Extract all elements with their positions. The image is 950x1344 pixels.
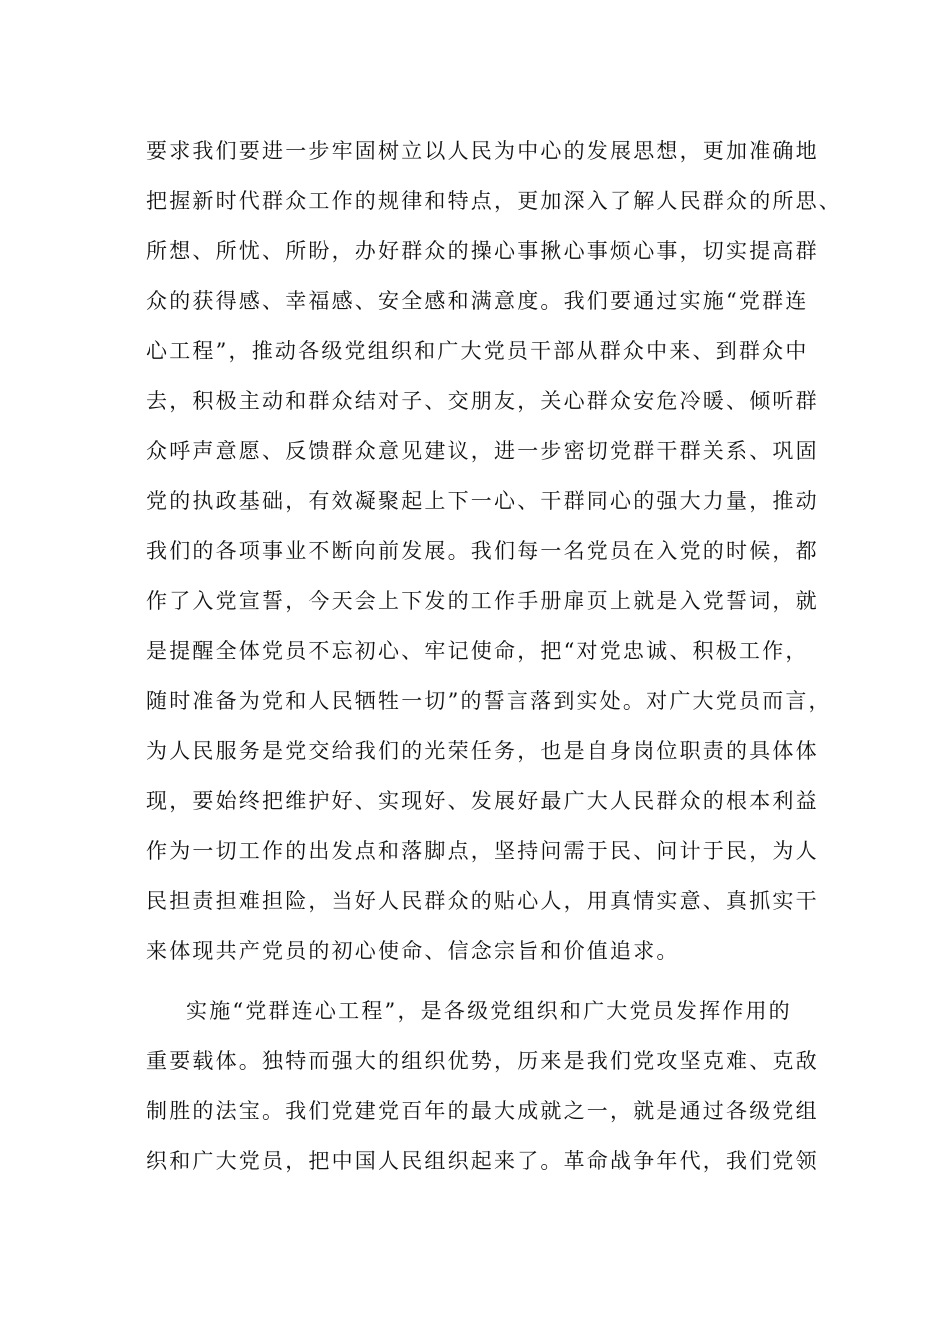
paragraph-line: 为人民服务是党交给我们的光荣任务，也是自身岗位职责的具体体 xyxy=(146,739,819,763)
paragraph-line: 心工程”，推动各级党组织和广大党员干部从群众中来、到群众中 xyxy=(146,339,809,363)
paragraph-line: 把握新时代群众工作的规律和特点，更加深入了解人民群众的所思、 xyxy=(146,189,842,213)
paragraph-line: 重要载体。独特而强大的组织优势，历来是我们党攻坚克难、克敌 xyxy=(146,1049,819,1073)
paragraph-line: 我们的各项事业不断向前发展。我们每一名党员在入党的时候，都 xyxy=(146,539,819,563)
paragraph-line: 实施“党群连心工程”，是各级党组织和广大党员发挥作用的 xyxy=(186,999,792,1023)
paragraph-line: 织和广大党员，把中国人民组织起来了。革命战争年代，我们党领 xyxy=(146,1149,819,1173)
paragraph-line: 要求我们要进一步牢固树立以人民为中心的发展思想，更加准确地 xyxy=(146,139,819,163)
paragraph-line: 随时准备为党和人民牺牲一切”的誓言落到实处。对广大党员而言， xyxy=(146,689,832,713)
paragraph-line: 作为一切工作的出发点和落脚点，坚持问需于民、问计于民，为人 xyxy=(146,839,819,863)
paragraph-line: 众的获得感、幸福感、安全感和满意度。我们要通过实施“党群连 xyxy=(146,289,809,313)
paragraph-line: 作了入党宣誓，今天会上下发的工作手册扉页上就是入党誓词，就 xyxy=(146,589,819,613)
paragraph-line: 党的执政基础，有效凝聚起上下一心、干群同心的强大力量，推动 xyxy=(146,489,819,513)
paragraph-line: 所想、所忧、所盼，办好群众的操心事揪心事烦心事，切实提高群 xyxy=(146,239,819,263)
paragraph-line: 来体现共产党员的初心使命、信念宗旨和价值追求。 xyxy=(146,939,680,963)
paragraph-line: 众呼声意愿、反馈群众意见建议，进一步密切党群干群关系、巩固 xyxy=(146,439,819,463)
paragraph-line: 现，要始终把维护好、实现好、发展好最广大人民群众的根本利益 xyxy=(146,789,819,813)
body-paragraph-1 xyxy=(146,126,842,976)
body-paragraph-2 xyxy=(146,986,836,1186)
paragraph-line: 是提醒全体党员不忘初心、牢记使命，把“对党忠诚、积极工作， xyxy=(146,639,809,663)
paragraph-line: 制胜的法宝。我们党建党百年的最大成就之一，就是通过各级党组 xyxy=(146,1099,819,1123)
paragraph-line: 民担责担难担险，当好人民群众的贴心人，用真情实意、真抓实干 xyxy=(146,889,819,913)
paragraph-line: 去，积极主动和群众结对子、交朋友，关心群众安危冷暖、倾听群 xyxy=(146,389,819,413)
